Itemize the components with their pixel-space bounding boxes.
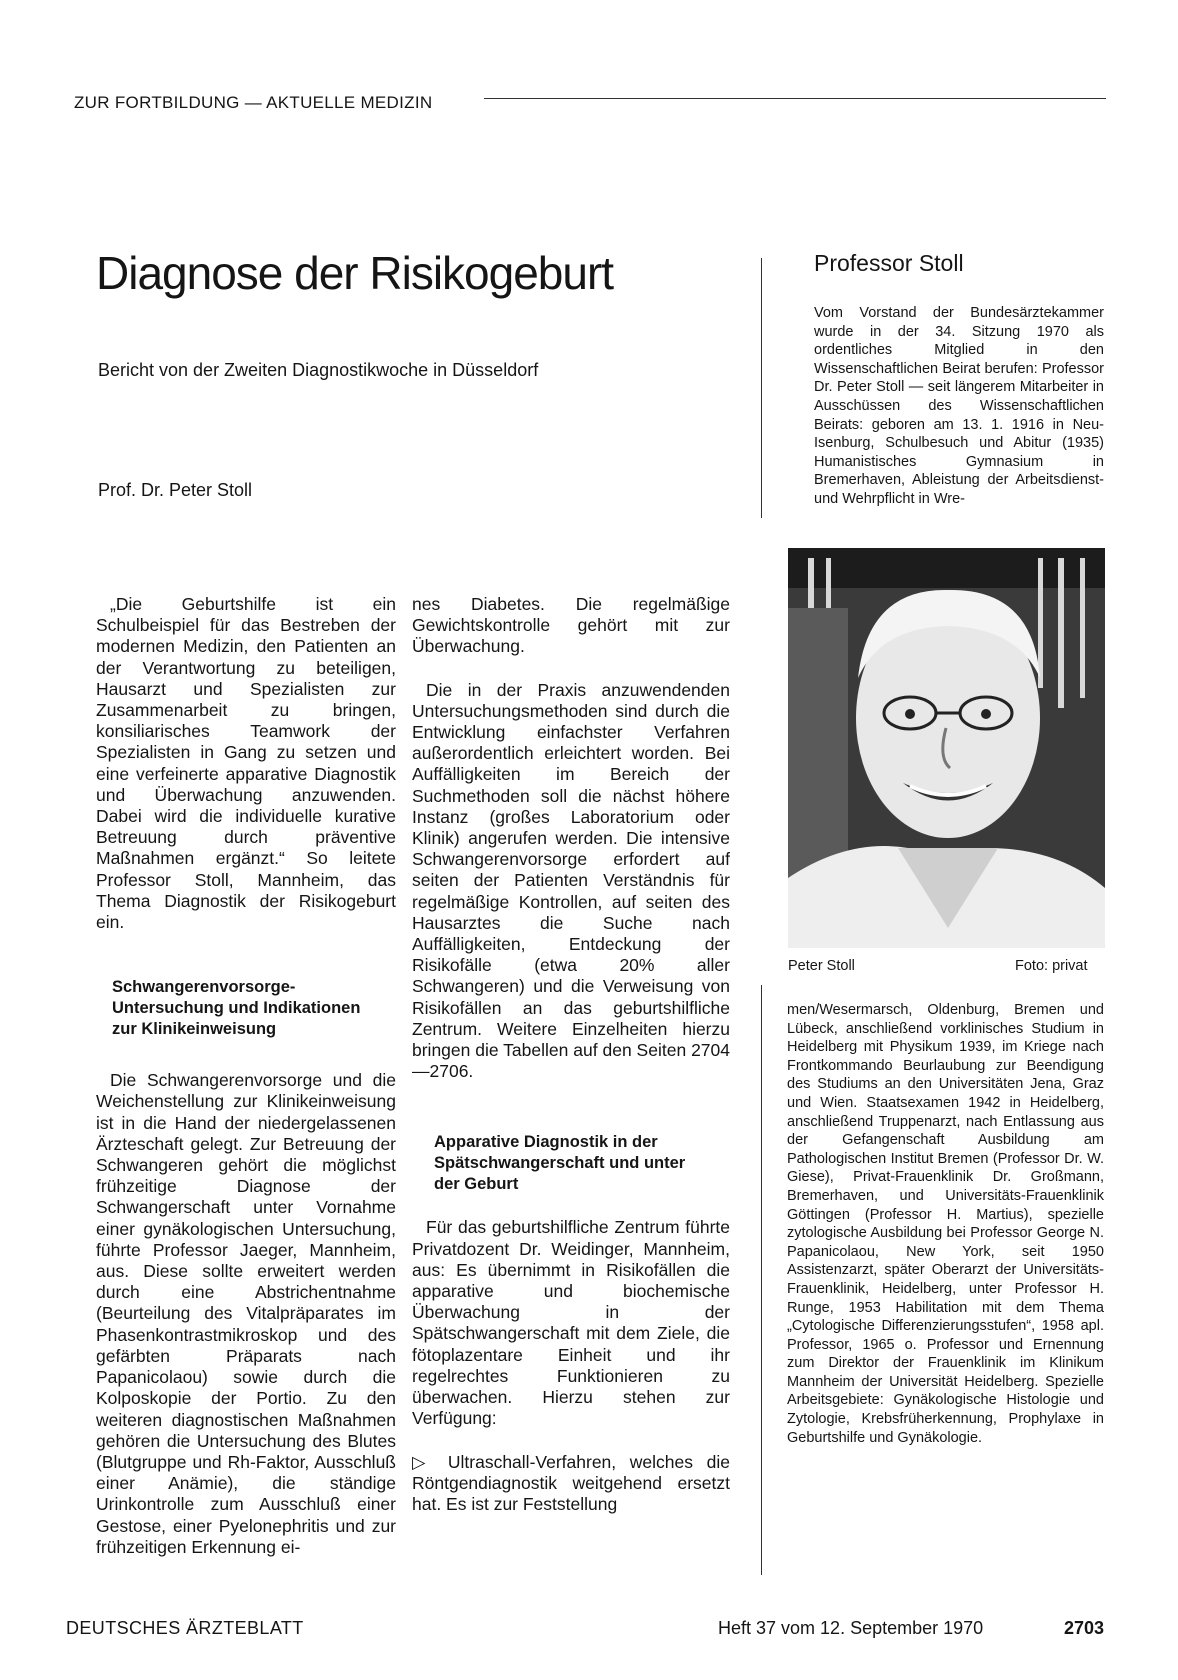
column-divider-lower xyxy=(761,985,762,1575)
photo-caption-credit: Foto: privat xyxy=(1015,958,1088,974)
header-rule xyxy=(484,98,1106,99)
paragraph: nes Diabetes. Die regelmäßige Gewichtskontrolle gehört mit zur Überwachung. xyxy=(412,594,730,657)
footer-issue: Heft 37 vom 12. September 1970 xyxy=(718,1618,984,1638)
section-heading: Schwangerenvorsorge-Untersuchung und Indikationen zur Klinikeinweisung xyxy=(112,978,361,1039)
footer-journal: DEUTSCHES ÄRZTEBLATT xyxy=(66,1618,304,1638)
article-column-2 xyxy=(412,594,730,1515)
portrait-image xyxy=(788,548,1105,948)
section-header: ZUR FORTBILDUNG — AKTUELLE MEDIZIN xyxy=(74,93,433,112)
paragraph: ▷ Ultraschall-Verfahren, welches die Röntgendiagnostik weitgehend ersetzt hat. Es ist zur Feststellung xyxy=(412,1451,730,1514)
paragraph: Die Schwangerenvorsorge und die Weichenstellung zur Klinikeinweisung ist in die Hand der niedergelassenen Ärzteschaft gelegt. Zur Betreuung der Schwangeren gehört die möglichst frühzeitige Diagnose der Schwangerschaft unter Vornahme einer gynäkologischen Untersuchung, führte Professor Jaeger, Mannheim, aus. Diese sollte erweitert werden durch eine Abstrichentnahme (Beurteilung des Vitalpräparates im Phasenkontrastmikroskop und des gefärbten Präparats nach Papanicolaou) sowie durch die Kolposkopie der Portio. Zu den weiteren diagnostischen Maßnahmen gehören die Untersuchung des Blutes (Blutgruppe und Rh-Faktor, Ausschluß einer Anämie), die ständige Urinkontrolle zum Ausschluß einer Gestose, einer Pyelonephritis und zur frühzeitigen Erkennung ei- xyxy=(96,1070,396,1557)
article-title: Diagnose der Risikogeburt xyxy=(96,247,614,299)
article-subtitle: Bericht von der Zweiten Diagnostikwoche in Düsseldorf xyxy=(98,360,539,380)
portrait-photo xyxy=(788,548,1105,948)
sidebar-bio-part2: men/Wesermarsch, Oldenburg, Bremen und Lübeck, anschließend vorklinisches Studium in Heidelberg mit Physikum 1939, im Kriege nach Frontkommando Beurlaubung zur Beendigung des Studiums an den Universitäten Jena, Graz und Wien. Staatsexamen 1942 in Heidelberg, anschließend Truppenarzt, nach Entlassung aus der Gefangenschaft Ausbildung am Pathologischen Institut Bremen (Professor Dr. W. Giese), Privat-Frauenklinik Dr. Großmann, Bremerhaven, und Universitäts-Frauenklinik Göttingen (Professor H. Martius), spezielle zytologische Ausbildung bei Professor George N. Papanicolaou, New York, seit 1950 Assistenzarzt, später Oberarzt der Universitäts-Frauenklinik, Heidelberg, unter Professor H. Runge, 1953 Habilitation mit dem Thema „Cytologische Differenzierungsstufen“, 1958 apl. Professor, 1965 o. Professor und Ernennung zum Direktor der Frauenklinik im Klinikum Mannheim der Universität Heidelberg. Spezielle Arbeitsgebiete: Gynäkologische Histologie und Zytologie, Krebsfrüherkennung, Prophylaxe in Geburtshilfe und Gynäkologie. xyxy=(787,1002,1104,1446)
section-heading: Apparative Diagnostik in der Spätschwangerschaft und unter der Geburt xyxy=(434,1133,686,1194)
paragraph: „Die Geburtshilfe ist ein Schulbeispiel für das Bestreben der modernen Medizin, den Patienten an der Verantwortung zu beteiligen, Hausarzt und Spezialisten zur Zusammenarbeit zu bringen, konsiliarisches Teamwork der Spezialisten in Gang zu setzen und eine verfeinerte apparative Diagnostik und Überwachung anzuwenden. Dabei wird die individuelle kurative Betreuung durch präventive Maßnahmen ergänzt.“ So leitete Professor Stoll, Mannheim, das Thema Diagnostik der Risikogeburt ein. xyxy=(96,594,396,933)
column-divider xyxy=(761,258,762,518)
footer-page-number: 2703 xyxy=(1064,1618,1105,1638)
paragraph: Für das geburtshilfliche Zentrum führte Privatdozent Dr. Weidinger, Mannheim, aus: Es übernimmt in Risikofällen die apparative und biochemische Überwachung in der Spätschwangerschaft mit dem Ziele, die fötoplazentare Einheit und ihr regelrechtes Funktionieren zu überwachen. Hierzu stehen zur Verfügung: xyxy=(412,1217,730,1429)
photo-caption-name: Peter Stoll xyxy=(788,958,855,974)
paragraph: Die in der Praxis anzuwendenden Untersuchungsmethoden sind durch die Entwicklung einfachster Verfahren außerordentlich erleichtert worden. Bei Auffälligkeiten im Bereich der Suchmethoden soll die nächst höhere Instanz (großes Laboratorium oder Klinik) angerufen werden. Die intensive Schwangerenvorsorge erfordert auf seiten der Patienten Verständnis für regelmäßige Kontrollen, auf seiten des Hausarztes die Suche nach Auffälligkeiten, Entdeckung der Risikofälle (etwa 20% aller Schwangeren) und die Verweisung von Risikofällen an das geburtshilfliche Zentrum. Weitere Einzelheiten hierzu bringen die Tabellen auf den Seiten 2704—2706. xyxy=(412,679,730,1082)
article-author: Prof. Dr. Peter Stoll xyxy=(98,480,253,500)
sidebar-bio-part1: Vom Vorstand der Bundesärztekammer wurde in der 34. Sitzung 1970 als ordentliches Mitglied in den Wissenschaftlichen Beirat berufen: Professor Dr. Peter Stoll — seit längerem Mitarbeiter in Ausschüssen des Wissenschaftlichen Beirats: geboren am 13. 1. 1916 in Neu-Isenburg, Schulbesuch und Abitur (1935) Humanistisches Gymnasium in Bremerhaven, Ableistung der Arbeitsdienst- und Wehrpflicht in Wre- xyxy=(814,305,1104,507)
article-column-1 xyxy=(96,594,396,1558)
sidebar-title: Professor Stoll xyxy=(814,250,964,276)
